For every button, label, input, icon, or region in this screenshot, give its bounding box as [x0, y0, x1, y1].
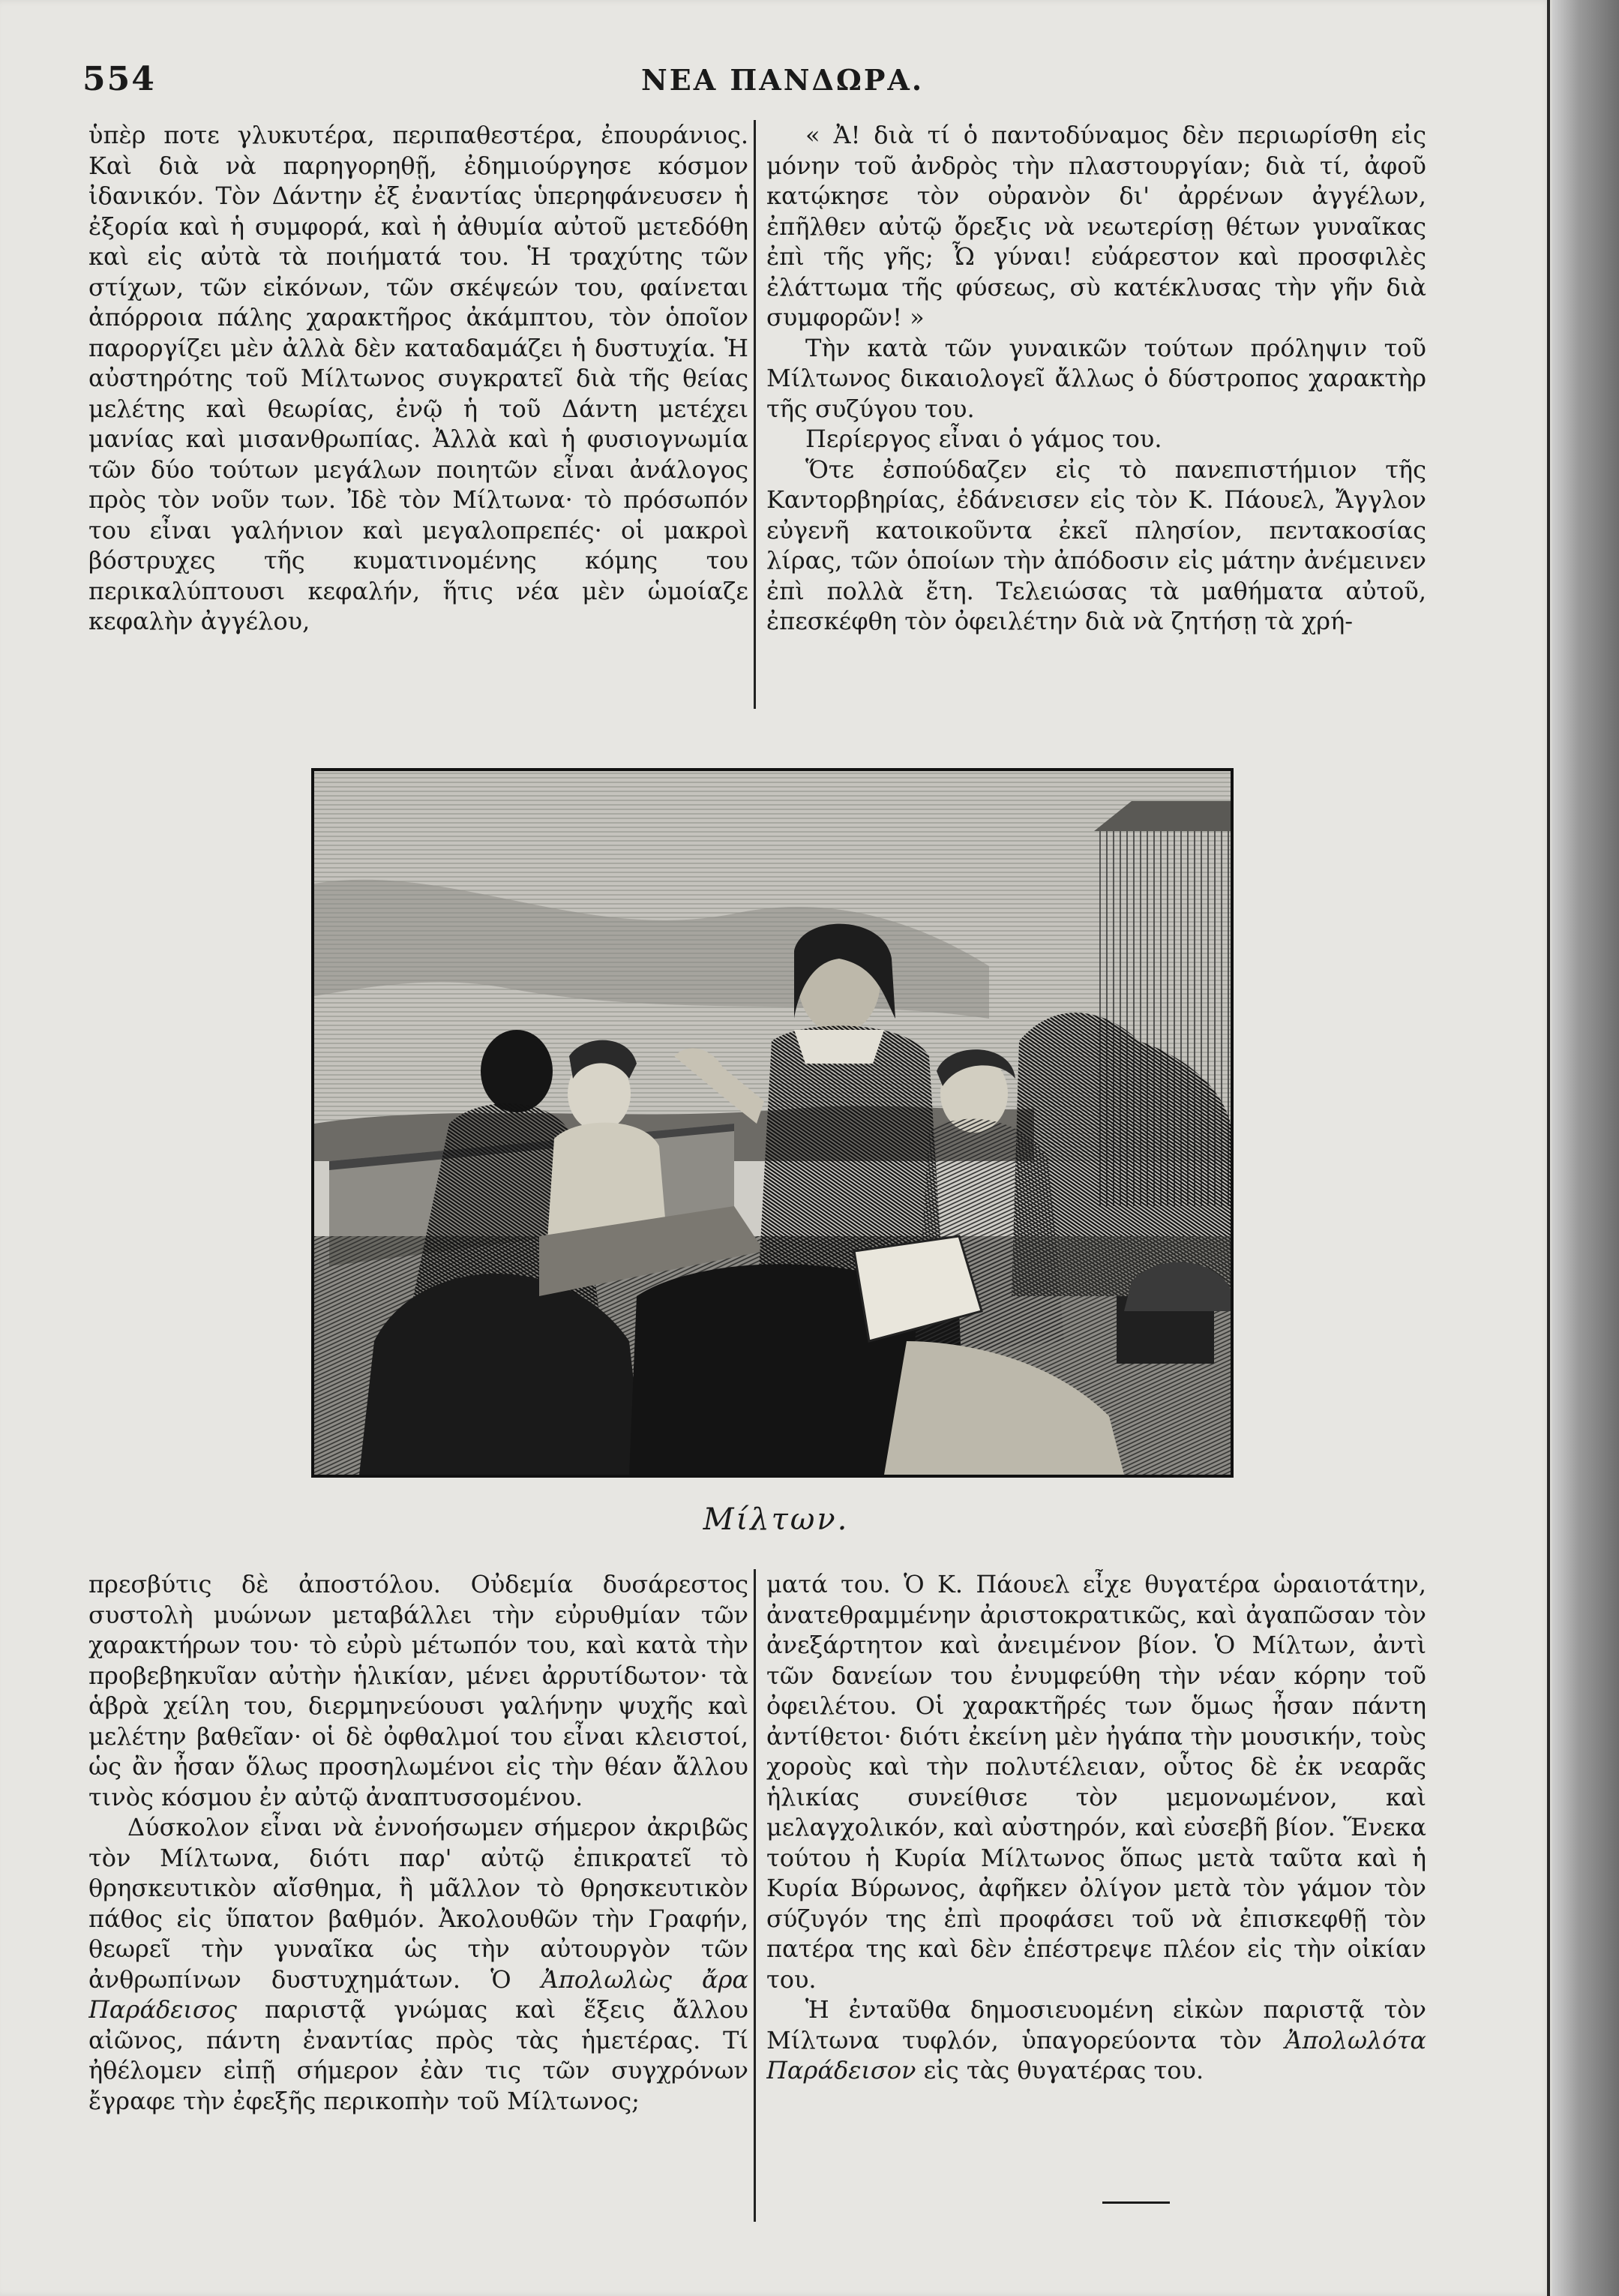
bottom-right-column: [766, 1569, 1426, 2229]
paragraph-text: παριστᾷ γνώμας καὶ ἕξεις ἄλλου αἰῶνος, πάντη ἐναντίας πρὸς τὰς ἡμετέρας. Τί ἠθέλομεν εἰπῇ σήμερον ἐὰν τις τῶν συγχρόνων ἔγραφε τὴν ἐφεξῆς περικοπὴν τοῦ Μίλτωνος;: [88, 1995, 748, 2115]
paragraph: Περίεργος εἶναι ὁ γάμος του.: [805, 425, 1162, 453]
paragraph-text: Ἡ ἐνταῦθα δημοσιευομένη εἰκὼν παριστᾷ τὸν Μίλτωνα τυφλόν, ὑπαγορεύοντα τὸν: [766, 1995, 1426, 2054]
paragraph: Ὅτε ἐσπούδαζεν εἰς τὸ πανεπιστήμιον τῆς Καντορβηρίας, ἐδάνεισεν εἰς τὸν Κ. Πάουελ, Ἄγγλον εὐγενῆ κατοικοῦντα ἐκεῖ πλησίον, πεντακοσίας λίρας, τῶν ὁποίων τὴν ἀπόδοσιν εἰς μάτην ἀνέμεινεν ἐπὶ πολλὰ ἔτη. Τελειώσας τὰ μαθήματα αὐτοῦ, ἐπεσκέφθη τὸν ὀφειλέτην διὰ νὰ ζητήσῃ τὰ χρή-: [766, 455, 1426, 635]
running-title: ΝΕΑ ΠΑΝΔΩΡΑ.: [641, 63, 925, 97]
book-gutter: [1552, 0, 1619, 2296]
column-divider: [754, 120, 756, 709]
bottom-left-column: [88, 1569, 748, 2229]
paragraph: ὑπὲρ ποτε γλυκυτέρα, περιπαθεστέρα, ἐπουράνιος. Καὶ διὰ νὰ παρηγορηθῇ, ἐδημιούργησε κόσμον ἰδανικόν. Τὸν Δάντην ἐξ ἐναντίας ὑπερηφάνευσεν ἡ ἐξορία καὶ ἡ συμφορά, καὶ ἡ ἀθυμία αὐτοῦ μετεδόθη καὶ εἰς αὐτὰ τὰ ποιήματά του. Ἡ τραχύτης τῶν στίχων, τῶν εἰκόνων, τῶν σκέψεών του, φαίνεται ἀπόρροια πάλης χαρακτῆρος ἀκάμπτου, τὸν ὁποῖον παροργίζει μὲν ἀλλὰ δὲν καταδαμάζει ἡ δυστυχία. Ἡ αὐστηρότης τοῦ Μίλτωνος συγκρατεῖ διὰ τῆς θείας μελέτης καὶ θεωρίας, ἐνῷ ἡ τοῦ Δάντη μετέχει μανίας καὶ μισανθρωπίας. Ἀλλὰ καὶ ἡ φυσιογνωμία τῶν δύο τούτων μεγάλων ποιητῶν εἶναι ἀνάλογος πρὸς τὸν νοῦν των. Ἰδὲ τὸν Μίλτωνα· τὸ πρόσωπόν του εἶναι γαλήνιον καὶ μεγαλοπρεπές· οἱ μακροὶ βόστρυχες τῆς κυματινομένης κόμης του περικαλύπτουσι κεφαλήν, ἥτις νέα μὲν ὡμοίαζε κεφαλὴν ἀγγέλου,: [88, 121, 748, 635]
italic-title: Ἀπολωλὼς ἄρα Παράδεισος: [88, 1964, 748, 2024]
top-left-column: [88, 120, 748, 720]
paragraph-text: εἰς τὰς θυγατέρας του.: [916, 2056, 1204, 2084]
paragraph: « Ἀ! διὰ τί ὁ παντοδύναμος δὲν περιωρίσθη εἰς μόνην τοῦ ἀνδρὸς τὴν πλαστουργίαν; διὰ τί, ἀφοῦ κατῴκησε τὸν οὐρανὸν δι' ἀρρένων ἀγγέλων, ἐπῆλθεν αὐτῷ ὄρεξις νὰ νεωτερίσῃ θέτων γυναῖκας ἐπὶ τῆς γῆς; Ὦ γύναι! εὐάρεστον καὶ προσφιλὲς ἐλάττωμα τῆς φύσεως, σὺ κατέκλυσας τὴν γῆν διὰ συμφορῶν! »: [766, 121, 1426, 332]
engraving-milton-dictating: [311, 768, 1234, 1478]
column-divider: [754, 1569, 756, 2222]
image-caption: Μίλτων.: [703, 1502, 850, 1537]
top-right-column: [766, 120, 1426, 720]
paragraph-text: Δύσκολον εἶναι νὰ ἐννοήσωμεν σήμερον ἀκριβῶς τὸν Μίλτωνα, διότι παρ' αὐτῷ ἐπικρατεῖ τὸ θρησκευτικὸν αἴσθημα, ἢ μᾶλλον τὸ θρησκευτικὸν πάθος εἰς ὕπατον βαθμόν. Ἀκολουθῶν τὴν Γραφήν, θεωρεῖ τὴν γυναῖκα ὡς τὴν αὐτουργὸν τῶν ἀνθρωπίνων δυστυχημάτων. Ὁ: [88, 1813, 748, 1994]
paragraph: Τὴν κατὰ τῶν γυναικῶν τούτων πρόληψιν τοῦ Μίλτωνος δικαιολογεῖ ἄλλως ὁ δύστροπος χαρακτὴρ τῆς συζύγου του.: [766, 333, 1426, 423]
page-edge-line: [1547, 0, 1550, 2296]
end-rule: [1102, 2201, 1170, 2204]
paragraph: ματά του. Ὁ Κ. Πάουελ εἶχε θυγατέρα ὡραιοτάτην, ἀνατεθραμμένην ἀριστοκρατικῶς, καὶ ἀγαπῶσαν τὸν ἀνεξάρτητον καὶ ἀνειμένον βίον. Ὁ Μίλτων, ἀντὶ τῶν δανείων του ἐνυμφεύθη τὴν νέαν κόρην τοῦ ὀφειλέτου. Οἱ χαρακτῆρές των ὅμως ἦσαν πάντη ἀντίθετοι· διότι ἐκείνη μὲν ἠγάπα τὴν μουσικήν, τοὺς χοροὺς καὶ τὴν πολυτέλειαν, οὗτος δὲ ἐκ νεαρᾶς ἡλικίας συνείθισε τὸν μεμονωμένον, καὶ μελαγχολικόν, καὶ αὐστηρόν, καὶ εὐσεβῆ βίον. Ἕνεκα τούτου ἡ Κυρία Μίλτωνος ὅπως μετὰ ταῦτα καὶ ἡ Κυρία Βύρωνος, ἀφῆκεν ὀλίγον μετὰ τὸν γάμον τὸν σύζυγόν της ἐπὶ προφάσει τοῦ νὰ ἐπισκεφθῇ τὸν πατέρα της καὶ δὲν ἐπέστρεψε πλέον εἰς τὴν οἰκίαν του.: [766, 1570, 1426, 1994]
paragraph: [766, 1994, 1426, 2086]
paragraph: πρεσβύτις δὲ ἀποστόλου. Οὐδεμία δυσάρεστος συστολὴ μυώνων μεταβάλλει τὴν εὐρυθμίαν τῶν χαρακτήρων του· τὸ εὐρὺ μέτωπόν του, καὶ κατὰ τὴν προβεβηκυῖαν αὐτὴν ἡλικίαν, μένει ἀρρυτίδωτον· τὰ ἁβρὰ χείλη του, διερμηνεύουσι γαλήνην ψυχῆς καὶ μελέτην βαθεῖαν· οἱ δὲ ὀφθαλμοί του εἶναι κλειστοί, ὡς ἂν ἦσαν ὅλως προσηλωμένοι εἰς τὴν θέαν ἄλλου τινὸς κόσμου ἐν αὐτῷ ἀναπτυσσομένου.: [88, 1570, 748, 1811]
italic-title: Ἀπολωλότα Παράδεισον: [766, 2025, 1426, 2084]
page-header: [82, 60, 1425, 105]
page-number: 554: [82, 60, 156, 98]
paragraph: [88, 1812, 748, 2116]
